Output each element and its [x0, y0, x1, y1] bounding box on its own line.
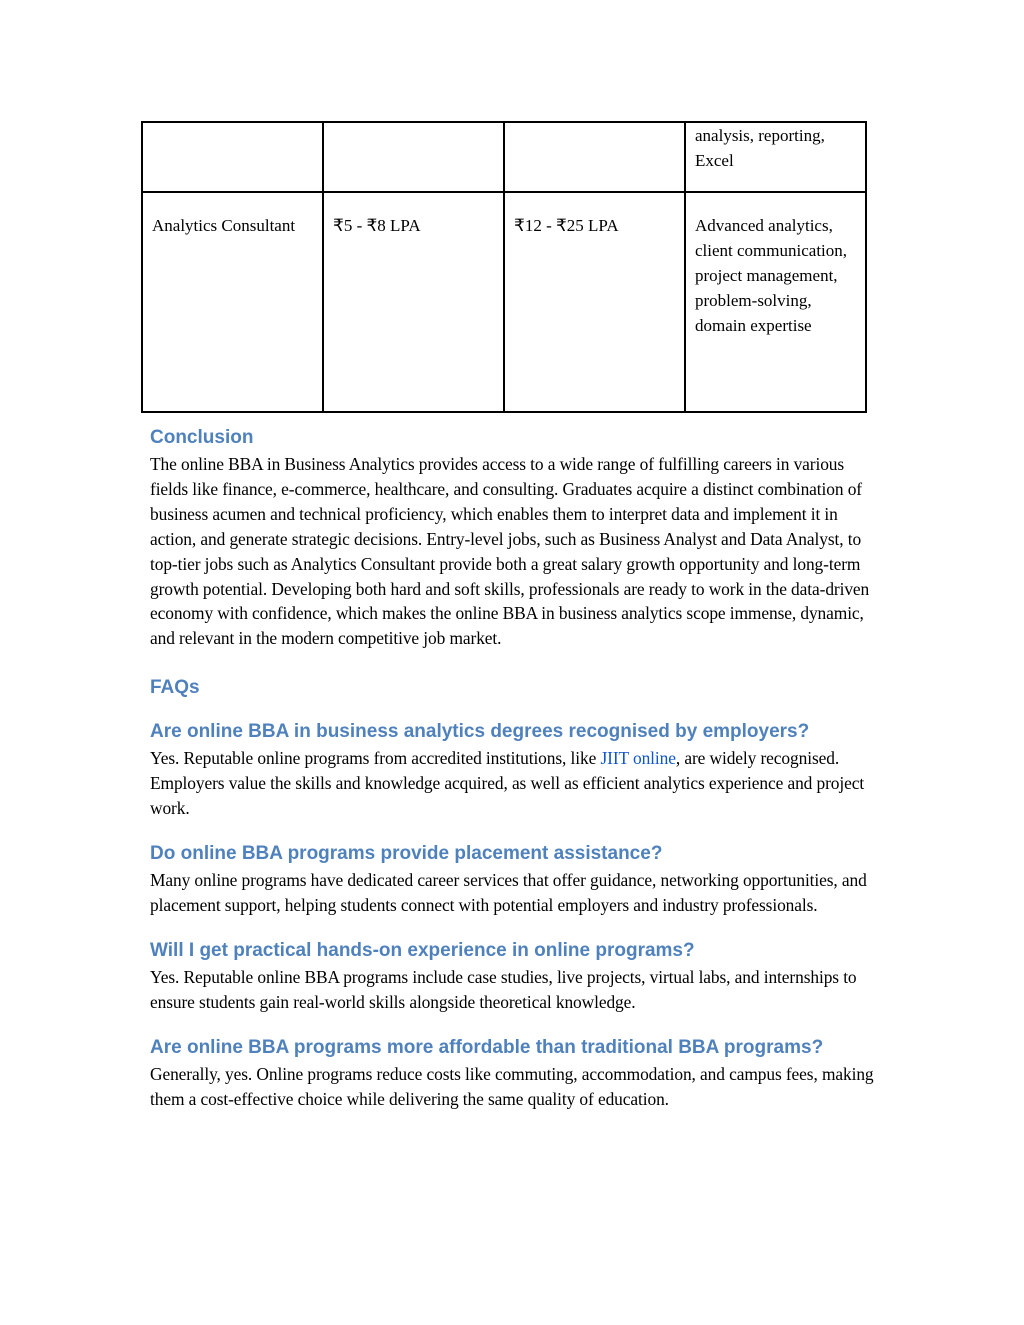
table-row	[142, 192, 866, 412]
table-row	[142, 122, 866, 192]
salary-table	[141, 121, 867, 413]
faq-item	[150, 718, 880, 821]
faq-question: Will I get practical hands-on experience in online programs?	[150, 939, 695, 961]
jiit-online-link[interactable]: JIIT online	[600, 748, 676, 769]
conclusion-heading: Conclusion	[150, 427, 254, 448]
faq-question: Do online BBA programs provide placement assistance?	[150, 842, 663, 864]
table-cell-role	[142, 122, 323, 192]
faq-question: Are online BBA in business analytics degrees recognised by employers?	[150, 721, 810, 743]
table-cell-senior-salary: ₹12 - ₹25 LPA	[504, 192, 685, 412]
faq-answer	[150, 746, 880, 821]
table-cell-role: Analytics Consultant	[142, 192, 323, 412]
faq-answer: Yes. Reputable online BBA programs include case studies, live projects, virtual labs, and internships to ensure students gain real-world skills alongside theoretical knowledge.	[150, 966, 857, 1012]
faq-answer: Many online programs have dedicated career services that offer guidance, networking opportunities, and placement support, helping students connect with potential employers and industry professionals.	[150, 869, 867, 915]
faq-answer-text: Yes. Reputable online programs from accredited institutions, like	[150, 748, 601, 769]
conclusion-section	[150, 424, 880, 651]
table-cell-skills: Advanced analytics, client communication, project management, problem-solving, domain expertise	[685, 192, 866, 412]
faq-item	[150, 1034, 880, 1112]
faqs-section	[150, 674, 880, 1111]
conclusion-paragraph: The online BBA in Business Analytics provides access to a wide range of fulfilling careers in various fields like finance, e-commerce, healthcare, and consulting. Graduates acquire a distinct combination of business acumen and technical proficiency, which enables them to interpret data and implement it in action, and generate strategic decisions. Entry-level jobs, such as Business Analyst and Data Analyst, to top-tier jobs such as Analytics Consultant provide both a great salary growth opportunity and long-term growth potential. Developing both hard and soft skills, professionals are ready to work in the data-driven economy with confidence, which makes the online BBA in business analytics scope immense, dynamic, and relevant in the modern competitive job market.	[150, 454, 870, 649]
faqs-heading: FAQs	[150, 677, 200, 699]
table-cell-entry-salary: ₹5 - ₹8 LPA	[323, 192, 504, 412]
table-cell-skills: analysis, reporting, Excel	[685, 122, 866, 192]
faq-item	[150, 840, 880, 918]
faq-answer-text: , are widely recognised. Employers value the skills and knowledge acquired, as well as efficient analytics experience and project work.	[150, 748, 865, 819]
table-cell-senior-salary	[504, 122, 685, 192]
table-cell-entry-salary	[323, 122, 504, 192]
faq-item	[150, 937, 880, 1015]
document-body	[150, 424, 880, 1111]
faq-answer: Generally, yes. Online programs reduce costs like commuting, accommodation, and campus fees, making them a cost-effective choice while delivering the same quality of education.	[150, 1063, 874, 1109]
faq-question: Are online BBA programs more affordable than traditional BBA programs?	[150, 1036, 824, 1058]
